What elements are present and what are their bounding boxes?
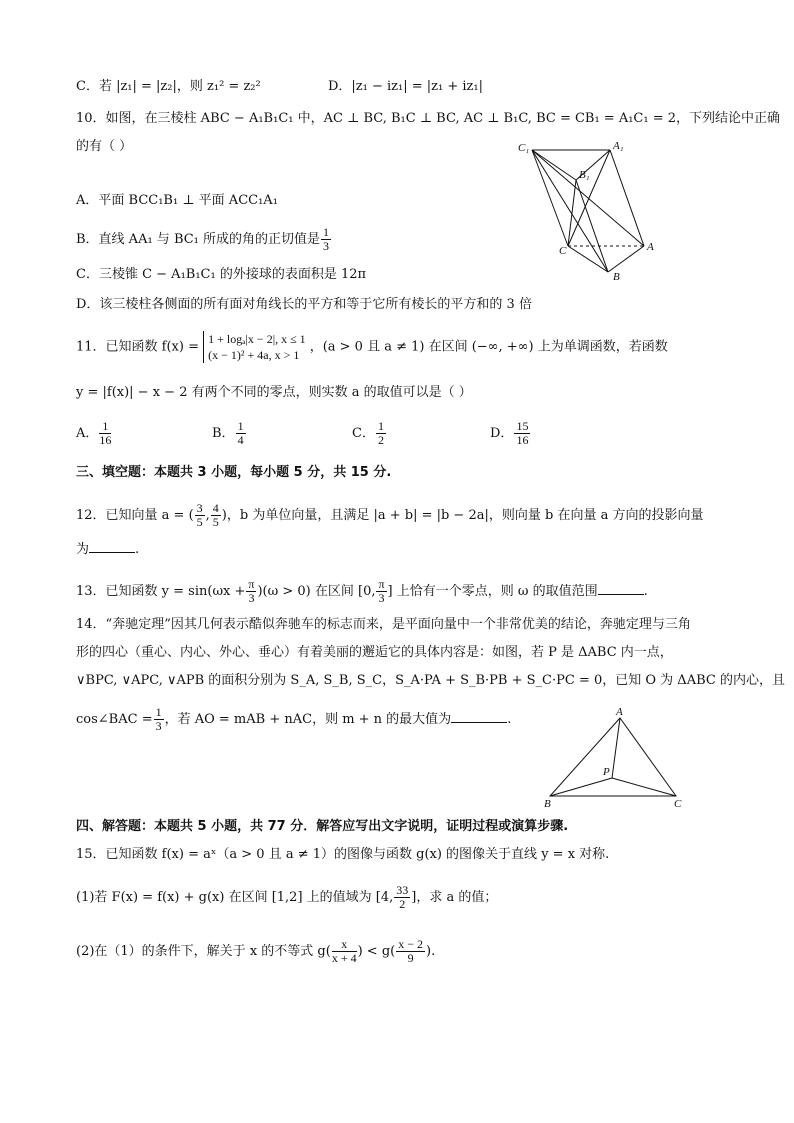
q14-answer-blank[interactable] bbox=[451, 710, 507, 723]
q11-piecewise: 1 + logₐ|x − 2|, x ≤ 1 (x − 1)² + 4a, x > 1 bbox=[203, 331, 306, 363]
q10-stem-line1: 10．如图，在三棱柱 ABC − A₁B₁C₁ 中，AC ⊥ BC, B₁C ⊥ BC, AC ⊥ B₁C, BC = CB₁ = A₁C₁ = 2，下列结论中正确 bbox=[76, 111, 781, 126]
section-4-heading: 四、解答题：本题共 5 小题，共 77 分．解答应写出文字说明，证明过程或演算步骤. bbox=[76, 819, 569, 834]
label-c: C bbox=[559, 245, 567, 257]
q10-option-b: B．直线 AA₁ 与 BC₁ 所成的角的正切值是 $\frac{1}{3}$ bbox=[76, 225, 330, 253]
label-a1: A₁ bbox=[613, 140, 624, 152]
q11-option-d: D． $\frac{15}{16}$ bbox=[490, 419, 529, 447]
q14-line2: 形的四心（重心、内心、外心、垂心）有着美丽的邂逅它的具体内容是：如图，若 P 是 ΔABC 内一点， bbox=[76, 645, 673, 660]
q12-stem: 12．已知向量 a = ( $\frac{3}{5}$ , $\frac{4}{5}$ )，b 为单位向量，且满足 |a + b| = |b − 2a|，则向量 b 在向量 a 方向的投影向量 bbox=[76, 501, 704, 529]
q15-stem: 15．已知函数 f(x) = aˣ（a > 0 且 a ≠ 1）的图像与函数 g(x) 的图像关于直线 y = x 对称. bbox=[76, 847, 610, 862]
q9-option-c: C．若 |z₁| = |z₂|，则 z₁² = z₂² bbox=[76, 79, 261, 94]
label-b: B bbox=[613, 271, 620, 282]
triangle-figure bbox=[536, 704, 696, 810]
q10-option-d: D．该三棱柱各侧面的所有面对角线长的平方和等于它所有棱长的平方和的 3 倍 bbox=[76, 297, 532, 312]
q14-line4: cos∠BAC = $\frac{1}{3}$ ，若 AO = mAB + nAC，则 m + n 的最大值为 . bbox=[76, 705, 512, 733]
prism-figure bbox=[510, 132, 670, 282]
label-c: C bbox=[674, 798, 682, 810]
section-3-heading: 三、填空题：本题共 3 小题，每小题 5 分，共 15 分. bbox=[76, 465, 392, 480]
q15-part2: (2)在（1）的条件下，解关于 x 的不等式 g( $\frac{x}{x + 4}$ ) < g( $\frac{x - 2}{9}$ ). bbox=[76, 937, 436, 965]
q12-answer-line: 为 . bbox=[76, 542, 140, 557]
q13-stem: 13．已知函数 y = sin(ωx + $\frac{\pi}{3}$ )(ω > 0) 在区间 [0, $\frac{\pi}{3}$ ] 上恰有一个零点，则 ω 的取值范围 . bbox=[76, 577, 648, 605]
label-p: P bbox=[603, 766, 610, 778]
q10-option-a: A．平面 BCC₁B₁ ⊥ 平面 ACC₁A₁ bbox=[76, 193, 278, 208]
label-c1: C₁ bbox=[518, 142, 530, 154]
label-a: A bbox=[616, 706, 623, 718]
label-b: B bbox=[544, 798, 551, 810]
q10-optb-fraction: $\frac{1}{3}$ bbox=[323, 225, 330, 253]
q12-answer-blank[interactable] bbox=[89, 540, 135, 553]
q10-stem-line2: 的有（ ） bbox=[76, 139, 133, 154]
q11-option-c: C． $\frac{1}{2}$ bbox=[352, 419, 384, 447]
q9-option-d: D．|z₁ − iz₁| = |z₁ + iz₁| bbox=[328, 79, 483, 94]
q11-stem-line2: y = |f(x)| − x − 2 有两个不同的零点，则实数 a 的取值可以是（ ） bbox=[76, 385, 472, 400]
q15-part1: (1)若 F(x) = f(x) + g(x) 在区间 [1,2] 上的值域为 [4, $\frac{33}{2}$ ]，求 a 的值； bbox=[76, 883, 498, 911]
q11-stem-line1: 11．已知函数 f(x) = 1 + logₐ|x − 2|, x ≤ 1 (x − 1)² + 4a, x > 1 ，(a > 0 且 a ≠ 1) 在区间 (−∞, +∞) 上为单调函数，若函数 bbox=[76, 332, 668, 362]
q11-option-b: B． $\frac{1}{4}$ bbox=[212, 419, 244, 447]
q10-option-c: C．三棱锥 C − A₁B₁C₁ 的外接球的表面积是 12π bbox=[76, 267, 367, 282]
label-b1: B₁ bbox=[579, 169, 590, 181]
q14-line3: ∨BPC, ∨APC, ∨APB 的面积分别为 S_A, S_B, S_C，S_A·PA + S_B·PB + S_C·PC = 0，已知 O 为 ΔABC 的内心，且 bbox=[76, 673, 785, 688]
q14-line1: 14．“奔驰定理”因其几何表示酷似奔驰车的标志而来，是平面向量中一个非常优美的结论，奔驰定理与三角 bbox=[76, 617, 691, 632]
label-a: A bbox=[647, 241, 654, 253]
q11-option-a: A． $\frac{1}{16}$ bbox=[76, 419, 112, 447]
q13-answer-blank[interactable] bbox=[598, 582, 644, 595]
